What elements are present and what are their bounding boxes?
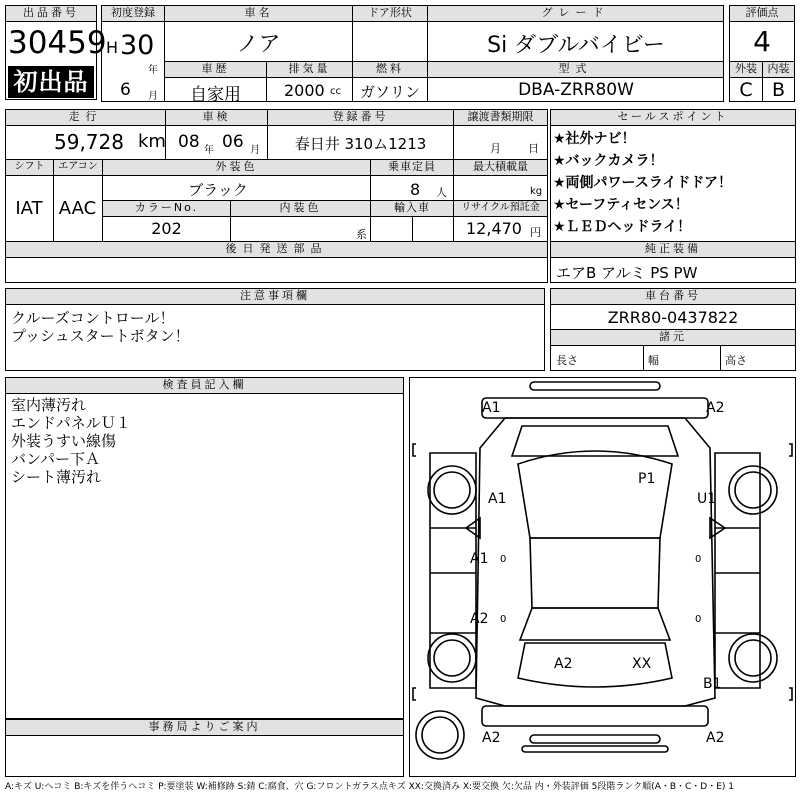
damage-front-left: A1 [482,400,501,416]
int-color-header: 内装色 [230,200,371,217]
genuine-equipment-header: 純正装備 [550,241,796,258]
inspector-note: バンパー下Ａ [11,450,100,468]
inspector-note: 室内薄汚れ [11,396,87,414]
first-listing-badge: 初出品 [8,66,94,98]
exterior-header: 外装 [729,61,763,78]
sales-point: ★両側パワースライドドア！ [553,175,733,191]
registration-number: 春日井 310ム1213 [294,135,427,153]
color-no-header: カラーNo. [102,200,231,217]
sales-points-header: セールスポイント [550,109,796,126]
grade: Si ダブルバイビー [487,33,665,58]
inspection-year-unit: 年 [204,145,214,156]
inspector-note: 外装うすい線傷 [11,432,117,450]
mileage-header: 走行 [5,109,166,126]
grade-header: グレード [427,5,724,22]
interior-header: 内装 [762,61,795,78]
height-label: 高さ [725,354,747,367]
damage-quarter-right: B1 [703,676,722,692]
sales-point: ★セーフティセンス！ [553,197,689,213]
first-reg-header: 初度登録 [101,5,165,22]
damage-rear-right: XX [632,656,652,672]
inspector-notes-list [11,396,131,486]
damage-rear-bumper-left: A2 [482,730,501,746]
lot-number-header: 出品番号 [5,5,97,22]
displacement-header: 排気量 [266,61,353,78]
model-code: DBA-ZRR80W [518,80,634,100]
ext-color-header: 外装色 [102,159,371,176]
notes-list [11,309,190,345]
cc-unit: cc [330,86,341,97]
capacity-value: 8 [410,180,421,199]
km-unit: km [138,131,166,152]
damage-roof: P1 [638,471,656,487]
inspection-year: 08 [178,132,200,152]
people-unit: 人 [436,186,447,199]
damage-rear-bumper-right: A2 [706,730,725,746]
month-unit: 月 [148,91,158,102]
damage-door-left-front: A1 [470,551,489,567]
rating-value: 4 [753,25,771,58]
damage-fender-right: U1 [697,491,717,507]
vehicle-history: 自家用 [190,85,241,105]
import-header: 輸入車 [370,200,454,217]
chassis-header: 車台番号 [550,288,796,305]
inspection-month: 06 [222,132,244,152]
door-mark: 0 [695,554,702,565]
door-mark: 0 [500,554,507,565]
car-name: ノア [236,32,281,57]
first-reg-era: H [106,38,119,57]
model-code-header: 型式 [427,61,724,78]
transfer-day-unit: 日 [528,142,539,155]
notes-header: 注意事項欄 [5,288,545,305]
inspection-month-unit: 月 [250,145,260,156]
chassis-number: ZRR80-0437822 [607,308,739,327]
dimensions-header: 諸元 [550,329,796,346]
door-mark: 0 [695,614,702,625]
interior-grade: B [771,79,786,101]
capacity-header: 乗車定員 [370,159,454,176]
transfer-docs-header: 譲渡書類期限 [453,109,548,126]
sales-point: ★社外ナビ！ [553,131,636,147]
displacement: 2000 [284,81,325,100]
kg-unit: kg [530,186,543,197]
ext-color: ブラック [188,181,248,199]
recycle-header: リサイクル預託金 [453,200,548,217]
fuel-header: 燃料 [352,61,428,78]
recycle-fee: 12,470 [466,219,522,238]
sales-points-list [553,128,793,238]
inspection-header: 車検 [165,109,268,126]
history-header: 車歴 [164,61,267,78]
car-outline [410,378,795,776]
width-label: 幅 [648,354,659,367]
sales-point: ★ＬＥＤヘッドライ！ [553,219,692,235]
aircon-header: エアコン [53,159,103,176]
first-reg-month: 6 [120,80,131,100]
door-type-header: ドア形状 [352,5,428,22]
genuine-equipment: エアB アルミ PS PW [556,264,698,282]
length-label: 長さ [556,354,578,367]
year-unit: 年 [148,65,158,76]
max-load-header: 最大積載量 [453,159,548,176]
note-line: クルーズコントロール！ [11,309,175,327]
door-mark: 0 [500,614,507,625]
yen-unit: 円 [530,226,541,239]
lot-number: 30459 [8,25,107,61]
shift-value: IAT [15,198,43,219]
damage-front-right: A2 [706,400,725,416]
transfer-month-unit: 月 [490,142,501,155]
color-number: 202 [151,219,182,238]
inspector-note: エンドパネルＵ１ [11,414,131,432]
shift-header: シフト [5,159,54,176]
office-header: 事務局よりご案内 [5,719,404,736]
damage-rear-left: A2 [554,656,573,672]
registration-header: 登録番号 [267,109,454,126]
aircon-value: AAC [58,198,97,219]
exterior-grade: C [739,79,753,101]
fuel: ガソリン [359,83,420,101]
kei-unit: 系 [356,228,367,241]
note-line: プッシュスタートボタン！ [11,327,190,345]
car-name-header: 車名 [164,5,353,22]
sales-point: ★バックカメラ！ [553,153,664,169]
first-reg-year: 30 [120,30,155,61]
inspector-header: 検査員記入欄 [5,377,404,394]
legend: A:キズ U:ヘコミ B:キズを伴うヘコミ P:要塗装 W:補修跡 S:錆 C:腐食、穴 G:フロントガラス点キズ XX:交換済み X:要交換 欠:欠品 内・外装評価 5段階ランク順(A・B・C・D・E) 1 [5,782,735,792]
mileage-value: 59,728 [54,130,124,154]
rating-header: 評価点 [729,5,795,22]
damage-door-left-rear: A2 [470,611,489,627]
later-parts-header: 後日発送部品 [5,241,548,258]
damage-fender-left: A1 [488,491,507,507]
damage-diagram [409,377,796,777]
inspector-note: シート薄汚れ [11,468,102,486]
